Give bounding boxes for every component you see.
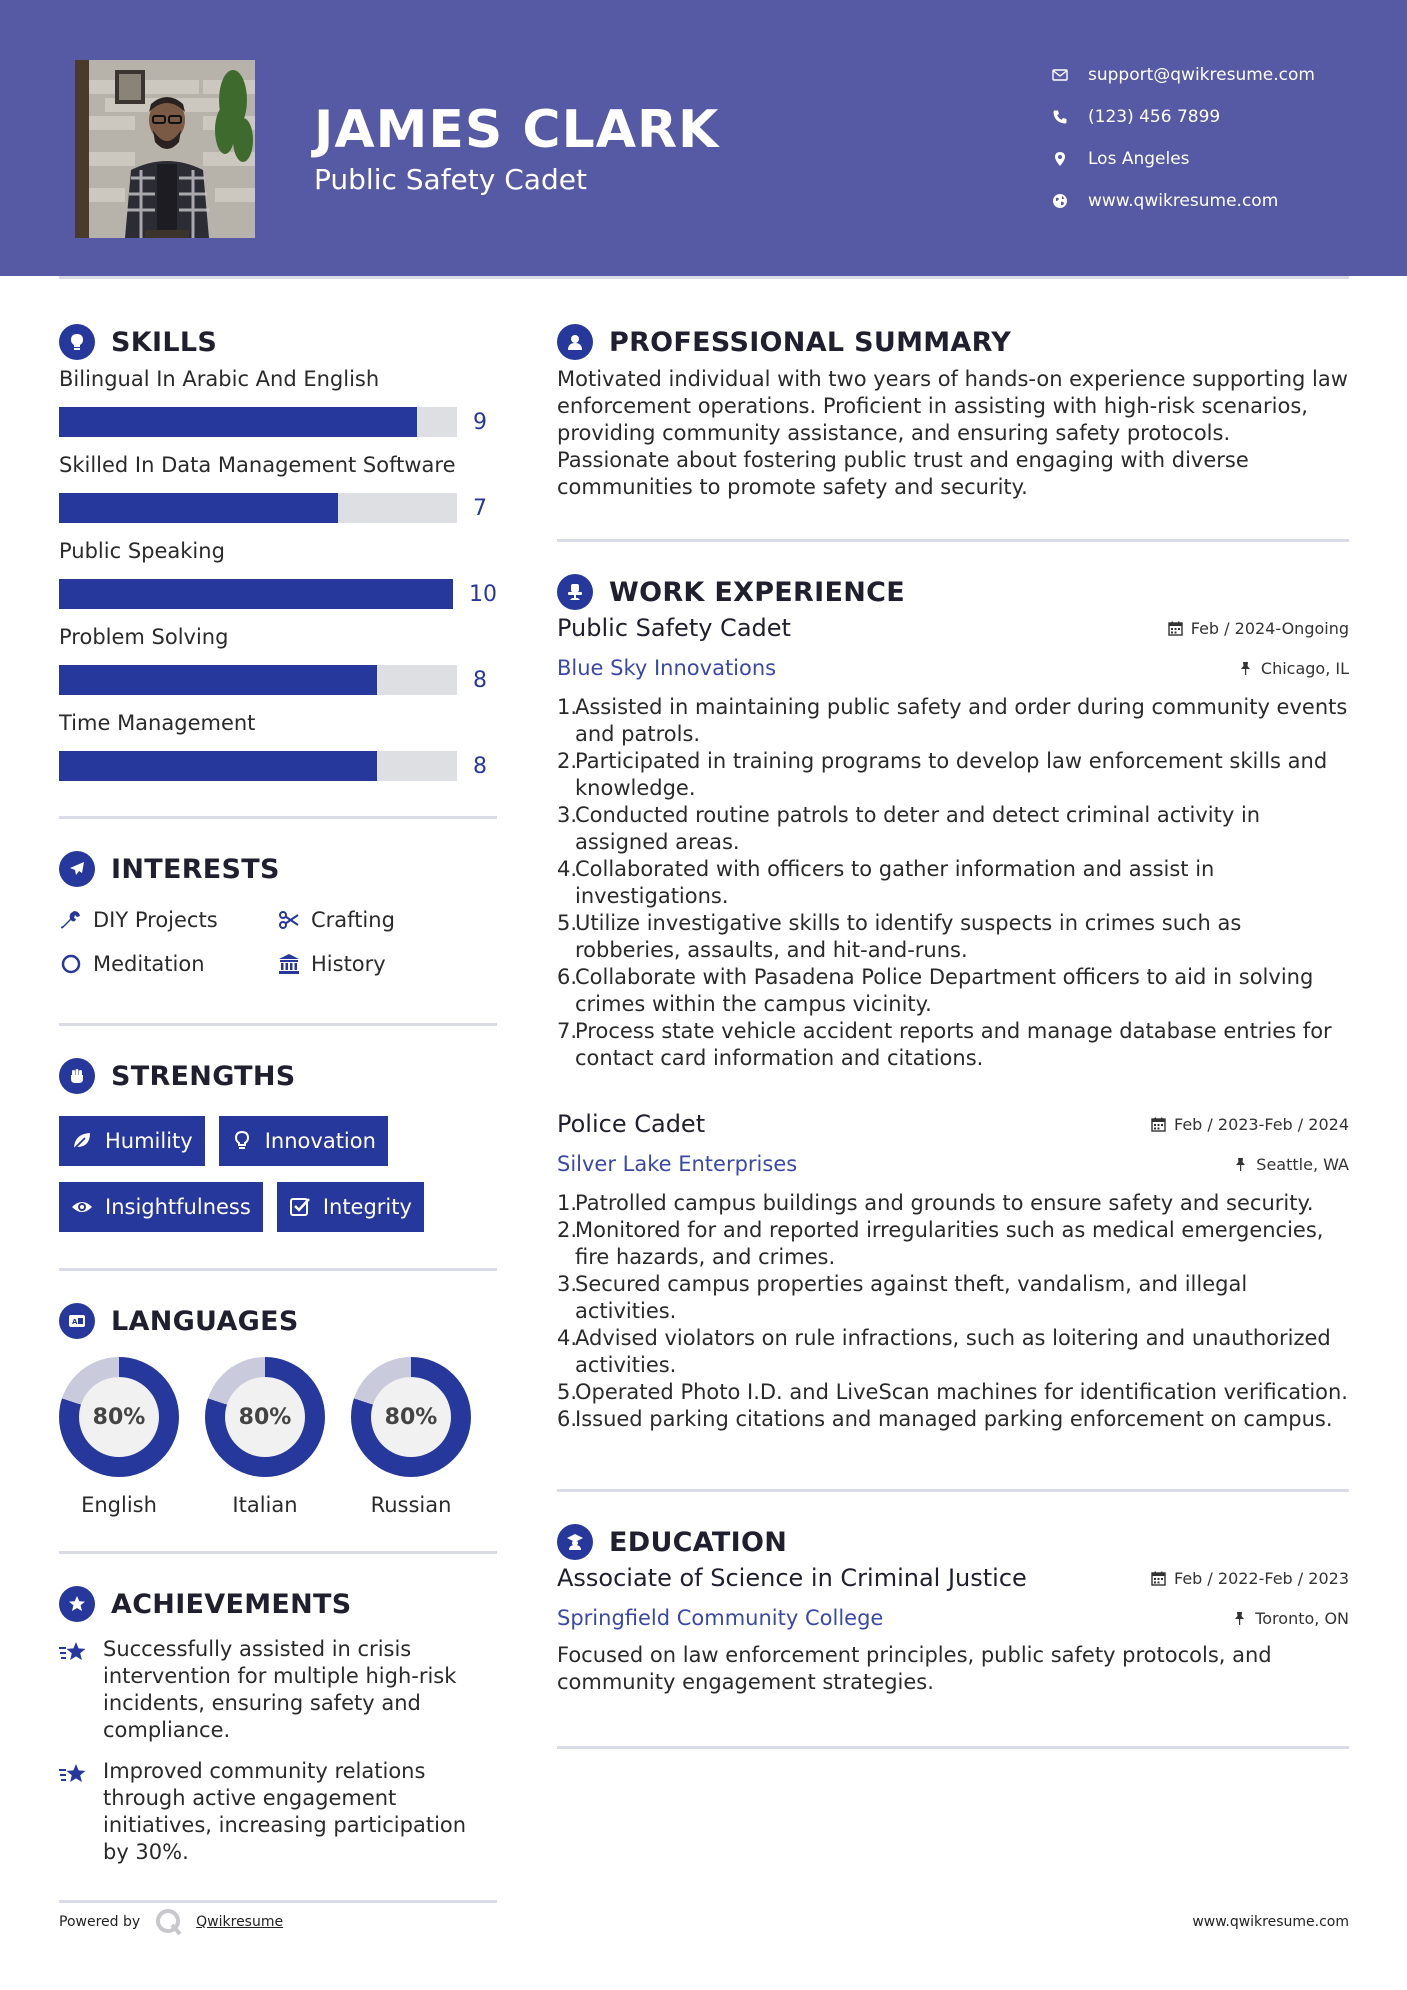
calendar-icon (1168, 621, 1183, 636)
skill-score: 9 (473, 409, 487, 435)
interest-label: DIY Projects (93, 908, 218, 932)
interest-item (277, 905, 497, 935)
skill-bar-fill (59, 579, 453, 609)
job-title: Public Safety Cadet (557, 614, 791, 642)
education-title: EDUCATION (609, 1526, 788, 1558)
job-duty-text: Issued parking citations and managed parking enforcement on campus. (575, 1407, 1333, 1431)
section-divider (59, 1023, 497, 1026)
job-location-text: Seattle, WA (1256, 1154, 1349, 1174)
skill-meter (59, 394, 497, 450)
job-duty-number: 4. (557, 857, 578, 881)
contact-email[interactable] (1050, 54, 1390, 96)
skill-name: Public Speaking (59, 539, 225, 563)
section-divider (557, 539, 1349, 542)
footer-divider (59, 1900, 497, 1903)
star-icon (59, 1636, 89, 1744)
leaf-icon (71, 1130, 93, 1152)
job-location (1233, 1155, 1349, 1174)
skills-section (59, 320, 497, 794)
job-title: Police Cadet (557, 1110, 706, 1138)
language-percent: 80% (225, 1377, 305, 1457)
skill-bar-fill (59, 407, 417, 437)
job-duty-number: 3. (557, 1272, 578, 1296)
summary-title: PROFESSIONAL SUMMARY (609, 326, 1012, 358)
calendar-icon (1151, 1117, 1166, 1132)
achievement-text: Improved community relations through active engagement initiatives, increasing participation by 30%. (103, 1759, 467, 1864)
skill-name: Bilingual In Arabic And English (59, 367, 380, 391)
job-duty-number: 2. (557, 749, 578, 773)
interests-section (59, 847, 497, 979)
job-duty-text: Assisted in maintaining public safety and order during community events and patrols. (575, 695, 1348, 746)
interests-title: INTERESTS (111, 853, 280, 885)
contact-website[interactable] (1050, 180, 1390, 222)
job-duty (557, 802, 1349, 856)
section-divider (59, 816, 497, 819)
contact-phone-text: (123) 456 7899 (1088, 107, 1221, 127)
strengths-section (59, 1054, 497, 1232)
achievement-text: Successfully assisted in crisis intervention for multiple high-risk incidents, ensuring safety and compliance. (103, 1637, 457, 1742)
language-ring (205, 1357, 325, 1477)
skill-bar-track (59, 751, 457, 781)
job-duty-number: 1. (557, 695, 578, 719)
job-duty (557, 1217, 1349, 1271)
fist-icon (59, 1058, 95, 1094)
profile-photo-image (75, 60, 255, 238)
strength-label: Insightfulness (105, 1195, 251, 1219)
skill-item (59, 450, 497, 536)
candidate-name: JAMES CLARK (314, 100, 720, 160)
languages-list (59, 1357, 497, 1517)
achievement-item (59, 1636, 497, 1744)
skill-bar-track (59, 579, 453, 609)
resume-header (0, 0, 1407, 276)
skill-item (59, 364, 497, 450)
strength-badge (59, 1182, 263, 1232)
contact-email-text: support@qwikresume.com (1088, 65, 1315, 85)
contact-list (1050, 54, 1390, 222)
education-date-text: Feb / 2022-Feb / 2023 (1174, 1569, 1349, 1588)
interest-label: Crafting (311, 908, 395, 932)
contact-location-text: Los Angeles (1088, 149, 1190, 169)
skill-meter (59, 480, 497, 536)
job-duty-text: Secured campus properties against theft, vandalism, and illegal activities. (575, 1272, 1248, 1323)
job-duty-number: 1. (557, 1191, 578, 1215)
pushpin-icon (1233, 1157, 1248, 1172)
job-duties-list (557, 1190, 1349, 1433)
phone-icon (1050, 107, 1070, 127)
job-duty-text: Monitored for and reported irregularities such as medical emergencies, fire hazards, and crimes. (575, 1218, 1324, 1269)
achievements-heading (59, 1582, 497, 1626)
skills-title: SKILLS (111, 326, 218, 358)
language-name: Russian (370, 1493, 452, 1517)
contact-location (1050, 138, 1390, 180)
section-divider (59, 1268, 497, 1271)
contact-phone[interactable] (1050, 96, 1390, 138)
job-duty (557, 1190, 1349, 1217)
left-column (59, 320, 497, 1866)
job-duty-text: Utilize investigative skills to identify suspects in crimes such as robberies, assaults, and hit-and-runs. (575, 911, 1242, 962)
strength-label: Integrity (322, 1195, 412, 1219)
envelope-icon (1050, 65, 1070, 85)
summary-section (557, 320, 1349, 501)
section-divider (557, 1489, 1349, 1492)
skill-name: Time Management (59, 711, 256, 735)
job-duty (557, 1325, 1349, 1379)
language-name: English (81, 1493, 157, 1517)
svg-text:A: A (72, 1318, 78, 1326)
education-location-text: Toronto, ON (1255, 1608, 1349, 1628)
job-duty-text: Collaborated with officers to gather information and assist in investigations. (575, 857, 1215, 908)
paper-plane-icon (59, 851, 95, 887)
job-duty-number: 5. (557, 911, 578, 935)
education-date (1151, 1569, 1349, 1588)
skill-score: 7 (473, 495, 487, 521)
interests-heading (59, 847, 497, 891)
job-duty (557, 910, 1349, 964)
job-duty-number: 3. (557, 803, 578, 827)
strength-label: Innovation (264, 1129, 376, 1153)
interest-item (59, 949, 277, 979)
skill-meter (59, 738, 497, 794)
interest-label: Meditation (93, 952, 205, 976)
job-duty (557, 856, 1349, 910)
strength-badge (277, 1182, 424, 1232)
interest-item (59, 905, 277, 935)
skill-bar-fill (59, 665, 377, 695)
summary-heading (557, 320, 1349, 364)
lightbulb-icon (59, 324, 95, 360)
office-chair-icon (557, 574, 593, 610)
strength-badge (219, 1116, 388, 1166)
skill-score: 10 (469, 581, 497, 607)
section-divider (59, 1551, 497, 1554)
skill-bar-fill (59, 751, 377, 781)
header-divider (59, 276, 1349, 279)
languages-heading (59, 1299, 497, 1343)
eye-icon (71, 1196, 93, 1218)
achievements-title: ACHIEVEMENTS (111, 1588, 352, 1620)
interest-label: History (311, 952, 386, 976)
calendar-icon (1151, 1571, 1166, 1586)
language-percent: 80% (79, 1377, 159, 1457)
job-duty (557, 748, 1349, 802)
skill-score: 8 (473, 753, 487, 779)
footer-powered (59, 1904, 283, 1940)
language-ring (59, 1357, 179, 1477)
section-divider (557, 1746, 1349, 1749)
job-duty-text: Operated Photo I.D. and LiveScan machines for identification verification. (575, 1380, 1348, 1404)
experience-heading (557, 570, 1349, 614)
circle-icon (59, 952, 83, 976)
job-duty-number: 6. (557, 1407, 578, 1431)
achievements-section (59, 1582, 497, 1866)
skill-meter (59, 652, 497, 708)
education-section (557, 1520, 1349, 1696)
skill-bar-track (59, 665, 457, 695)
languages-section (59, 1299, 497, 1517)
wrench-icon (59, 908, 83, 932)
skill-name: Skilled In Data Management Software (59, 453, 456, 477)
job-duty (557, 694, 1349, 748)
pushpin-icon (1238, 661, 1253, 676)
language-item (205, 1357, 325, 1517)
job-duty (557, 1379, 1349, 1406)
right-column (557, 320, 1349, 1749)
globe-icon (1050, 191, 1070, 211)
language-ring (351, 1357, 471, 1477)
company-name: Silver Lake Enterprises (557, 1152, 798, 1176)
language-name: Italian (232, 1493, 298, 1517)
skill-bar-track (59, 493, 457, 523)
skill-name: Problem Solving (59, 625, 229, 649)
job-duty-number: 2. (557, 1218, 578, 1242)
degree-title: Associate of Science in Criminal Justice (557, 1564, 1027, 1592)
bank-icon (277, 952, 301, 976)
strength-badge (59, 1116, 205, 1166)
check-square-icon (289, 1196, 311, 1218)
skill-bar-track (59, 407, 457, 437)
strengths-heading (59, 1054, 497, 1098)
qwikresume-logo-icon (154, 1907, 184, 1937)
job-duty (557, 964, 1349, 1018)
experience-title: WORK EXPERIENCE (609, 576, 905, 608)
job-date-text: Feb / 2023-Feb / 2024 (1174, 1115, 1349, 1134)
job-location-text: Chicago, IL (1260, 658, 1349, 678)
language-item (351, 1357, 471, 1517)
map-pin-icon (1050, 149, 1070, 169)
job-location (1238, 659, 1349, 678)
education-description: Focused on law enforcement principles, public safety protocols, and community engagement strategies. (557, 1643, 1272, 1694)
scissors-icon (277, 908, 301, 932)
candidate-role: Public Safety Cadet (314, 163, 587, 196)
job-duty (557, 1018, 1349, 1072)
skill-item (59, 536, 497, 622)
job-duty-number: 6. (557, 965, 578, 989)
company-name: Blue Sky Innovations (557, 656, 777, 680)
strength-label: Humility (105, 1129, 193, 1153)
strengths-list (59, 1116, 497, 1232)
skill-score: 8 (473, 667, 487, 693)
skill-item (59, 622, 497, 708)
education-heading (557, 1520, 1349, 1564)
job-duties-list (557, 694, 1349, 1072)
job-entry (557, 614, 1349, 1072)
languages-title: LANGUAGES (111, 1305, 299, 1337)
graduate-icon (557, 1524, 593, 1560)
translate-icon (59, 1303, 95, 1339)
language-item (59, 1357, 179, 1517)
job-duty (557, 1271, 1349, 1325)
summary-text: Motivated individual with two years of hands-on experience supporting law enforcement operations. Proficient in assisting with high-risk scenarios, providing community assistance, and ensuring safety protocols. Passionate about fostering public trust and engaging with diverse communities to promote safety and security. (557, 367, 1348, 499)
job-date-text: Feb / 2024-Ongoing (1190, 619, 1349, 638)
user-icon (557, 324, 593, 360)
job-date (1151, 1115, 1349, 1134)
skills-heading (59, 320, 497, 364)
achievement-item (59, 1758, 497, 1866)
job-duty-text: Process state vehicle accident reports and manage database entries for contact card information and citations. (575, 1019, 1332, 1070)
interests-list (59, 905, 497, 979)
job-duty-number: 7. (557, 1019, 578, 1043)
job-duty-number: 5. (557, 1380, 578, 1404)
powered-by-text: Powered by (59, 1914, 141, 1930)
strengths-title: STRENGTHS (111, 1060, 296, 1092)
language-percent: 80% (371, 1377, 451, 1457)
skill-meter (59, 566, 497, 622)
pushpin-icon (1232, 1611, 1247, 1626)
job-duty-number: 4. (557, 1326, 578, 1350)
job-duty-text: Participated in training programs to develop law enforcement skills and knowledge. (575, 749, 1328, 800)
experience-section (557, 570, 1349, 1433)
skills-list (59, 364, 497, 794)
education-location (1232, 1609, 1349, 1628)
job-duty-text: Patrolled campus buildings and grounds to ensure safety and security. (575, 1191, 1314, 1215)
lightbulb-icon (231, 1130, 253, 1152)
star-badge-icon (59, 1586, 95, 1622)
job-duty-text: Advised violators on rule infractions, such as loitering and unauthorized activities. (575, 1326, 1331, 1377)
job-duty-text: Conducted routine patrols to deter and detect criminal activity in assigned areas. (575, 803, 1261, 854)
star-icon (59, 1758, 89, 1866)
brand-link[interactable]: Qwikresume (196, 1914, 284, 1930)
school-name: Springfield Community College (557, 1606, 884, 1630)
skill-item (59, 708, 497, 794)
footer-website[interactable]: www.qwikresume.com (1192, 1914, 1349, 1930)
job-duty (557, 1406, 1349, 1433)
job-duty-text: Collaborate with Pasadena Police Department officers to aid in solving crimes within the campus vicinity. (575, 965, 1314, 1016)
job-date (1168, 619, 1349, 638)
skill-bar-fill (59, 493, 338, 523)
job-entry (557, 1110, 1349, 1433)
contact-website-text: www.qwikresume.com (1088, 191, 1279, 211)
interest-item (277, 949, 497, 979)
profile-photo (75, 60, 255, 238)
